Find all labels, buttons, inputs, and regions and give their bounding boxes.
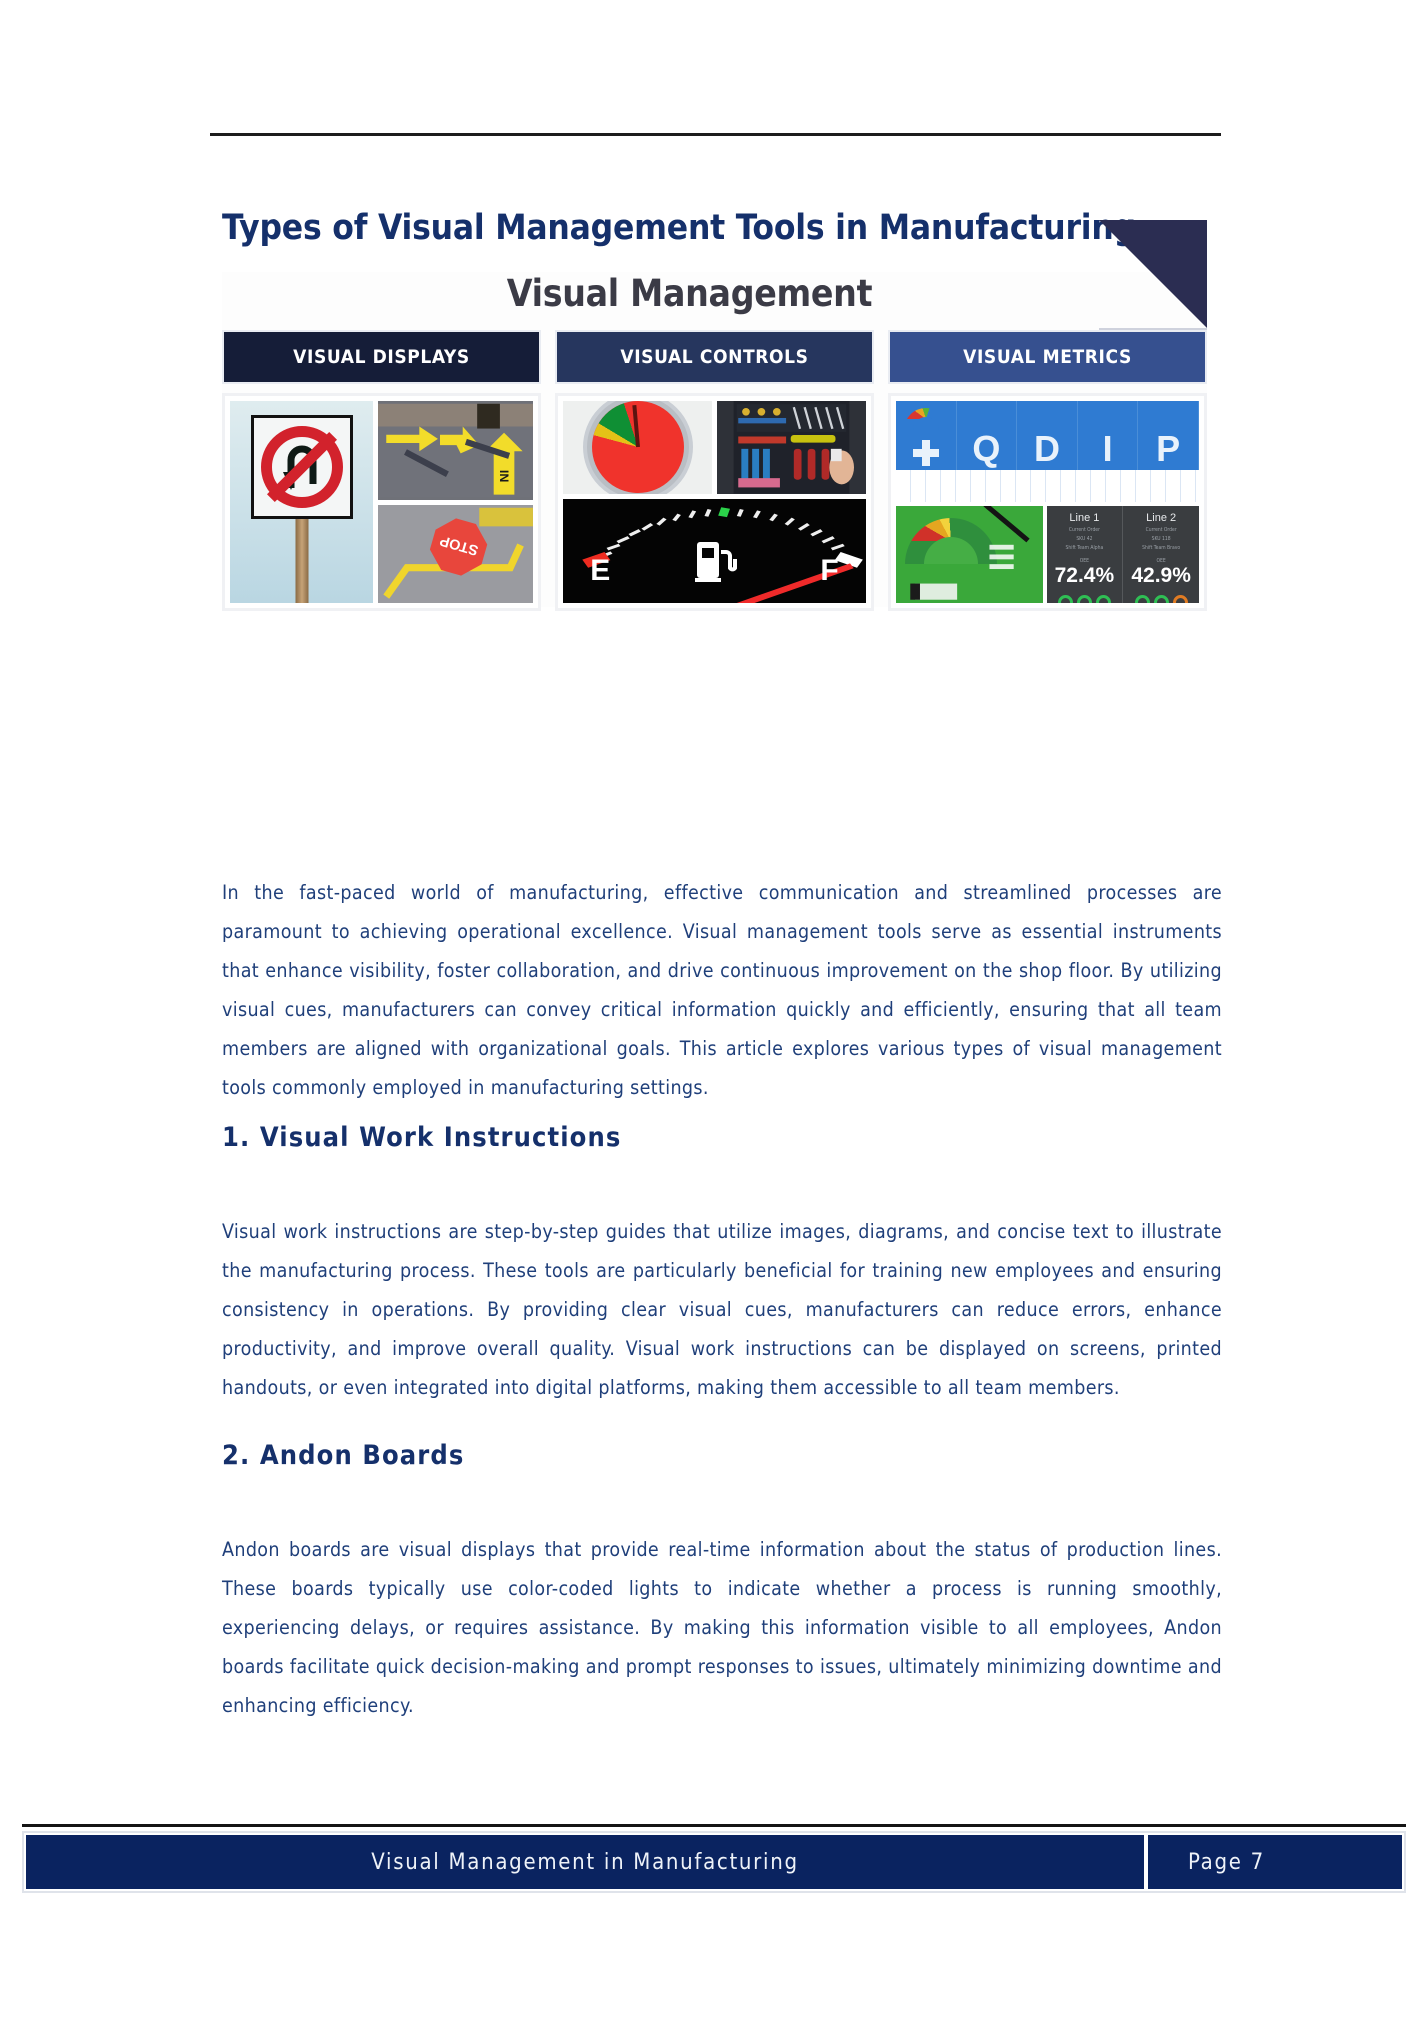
column-header-visual-controls: VISUAL CONTROLS [555,330,874,384]
line-1-sub2: SKU 42 [1076,536,1093,543]
section-heading-andon-boards: 2. Andon Boards [222,1440,465,1472]
infographic-column-visual-metrics [888,330,1207,611]
line-1-metric-label: OEE [1079,558,1089,565]
round-gauge [583,401,693,494]
line-2-sub1: Current Order [1145,527,1177,534]
line-1-sub1: Current Order [1068,527,1100,534]
line-1-dials [1058,595,1111,603]
footer-page-number: Page 7 [1146,1833,1404,1891]
plus-cross-icon [911,438,941,468]
fuel-full-label: F [820,554,839,588]
qdip-cell-inventory: I [1078,401,1139,470]
column-header-visual-displays: VISUAL DISPLAYS [222,330,541,384]
svg-text:STOP: STOP [438,531,481,558]
line-2-metric-label: OEE [1156,558,1166,565]
line-2-oee-value: 42.9% [1131,564,1191,588]
qdip-board-image [896,401,1199,502]
performance-gauge-needle [984,506,1030,542]
no-u-turn-sign-image [230,401,373,603]
page-footer [22,1831,1406,1893]
footer-rule [22,1824,1406,1827]
fuel-empty-label: E [590,554,611,588]
svg-text:IN: IN [496,469,511,483]
line-2-dials [1135,595,1188,603]
column-header-visual-metrics: VISUAL METRICS [888,330,1207,384]
floor-stop-marking-image [378,505,533,604]
dial [1058,595,1073,603]
pressure-gauge-image [563,401,712,494]
infographic-columns [222,330,1207,611]
qdip-letters-row [896,401,1199,470]
section-paragraph-visual-work-instructions: Visual work instructions are step-by-step guides that utilize images, diagrams, and concise text to illustrate the manufacturing process. These tools are particularly beneficial for training new employees and ensuring consistency in operations. By providing clear visual cues, manufacturers can reduce errors, enhance productivity, and improve overall quality. Visual work instructions can be displayed on screens, printed handouts, or even integrated into digital platforms, making them accessible to all team members. [222,1219,1222,1399]
line-1-oee-value: 72.4% [1054,564,1115,588]
page-title: Types of Visual Management Tools in Manufacturing [222,208,1136,249]
qdip-cell-safety [896,401,957,470]
sign-board [251,415,353,519]
visual-management-infographic [222,272,1207,607]
fuel-gauge-image [563,499,866,603]
mini-gauge-icon [904,408,948,430]
fuel-pump-icon [693,536,737,582]
dial [1077,595,1092,603]
infographic-heading: Visual Management [506,272,873,315]
line-2-sub2: SKU 118 [1151,536,1171,543]
qdip-cell-quality: Q [957,401,1018,470]
qdip-cell-delivery: D [1017,401,1078,470]
dial [1096,595,1111,603]
dashboard-line-2 [1123,506,1199,603]
line-1-sub3: Shift Team Alpha [1065,545,1104,552]
section-heading-visual-work-instructions: 1. Visual Work Instructions [222,1122,622,1154]
stop-floor-shapes [378,505,533,604]
column-images-visual-controls [555,393,874,611]
green-performance-gauge-image [896,506,1043,603]
column-images-visual-displays [222,393,541,611]
line-2-title: Line 2 [1146,512,1177,525]
column-images-visual-metrics [888,393,1207,611]
intro-paragraph: In the fast-paced world of manufacturing, effective communication and streamlined processes are paramount to achieving operational excellence. Visual management tools serve as essential instruments that enhance visibility, foster collaboration, and drive continuous improvement on the shop floor. By utilizing visual cues, manufacturers can convey critical information quickly and efficiently, ensuring that all team members are aligned with organizational goals. This article explores various types of visual management tools commonly employed in manufacturing settings. [222,880,1222,1099]
qdip-cell-productivity: P [1138,401,1199,470]
dial [1173,595,1188,603]
performance-gauge-arc [905,518,997,564]
infographic-column-visual-displays [222,330,541,611]
shadow-board-tools-image [717,401,866,494]
metrics-bottom-row [896,506,1199,603]
dashboard-line-1 [1047,506,1124,603]
tool-shadow-board-shapes [717,401,866,494]
dial [1135,595,1150,603]
controls-top-row [563,401,866,494]
qdip-tracking-grid [896,470,1199,502]
line-2-sub3: Shift Team Bravo [1142,545,1181,552]
gauge-face [592,401,684,493]
floor-arrow-shapes [378,401,533,500]
footer-title: Visual Management in Manufacturing [24,1833,1146,1891]
header-rule [210,133,1221,136]
floor-marking-images [378,401,533,603]
infographic-column-visual-controls [555,330,874,611]
corner-wedge-decoration [1099,220,1207,328]
gauge-yellow-band [592,401,684,493]
section-paragraph-andon-boards: Andon boards are visual displays that provide real-time information about the status of production lines. These boards typically use color-coded lights to indicate whether a process is running smoothly, experiencing delays, or requires assistance. By making this information visible to all employees, Andon boards facilitate quick decision-making and prompt responses to issues, ultimately minimizing downtime and enhancing efficiency. [222,1537,1222,1717]
yellow-floor-arrows-image [378,401,533,500]
line-1-title: Line 1 [1069,512,1100,525]
dial [1154,595,1169,603]
line-oee-dashboard-image [1047,506,1199,603]
